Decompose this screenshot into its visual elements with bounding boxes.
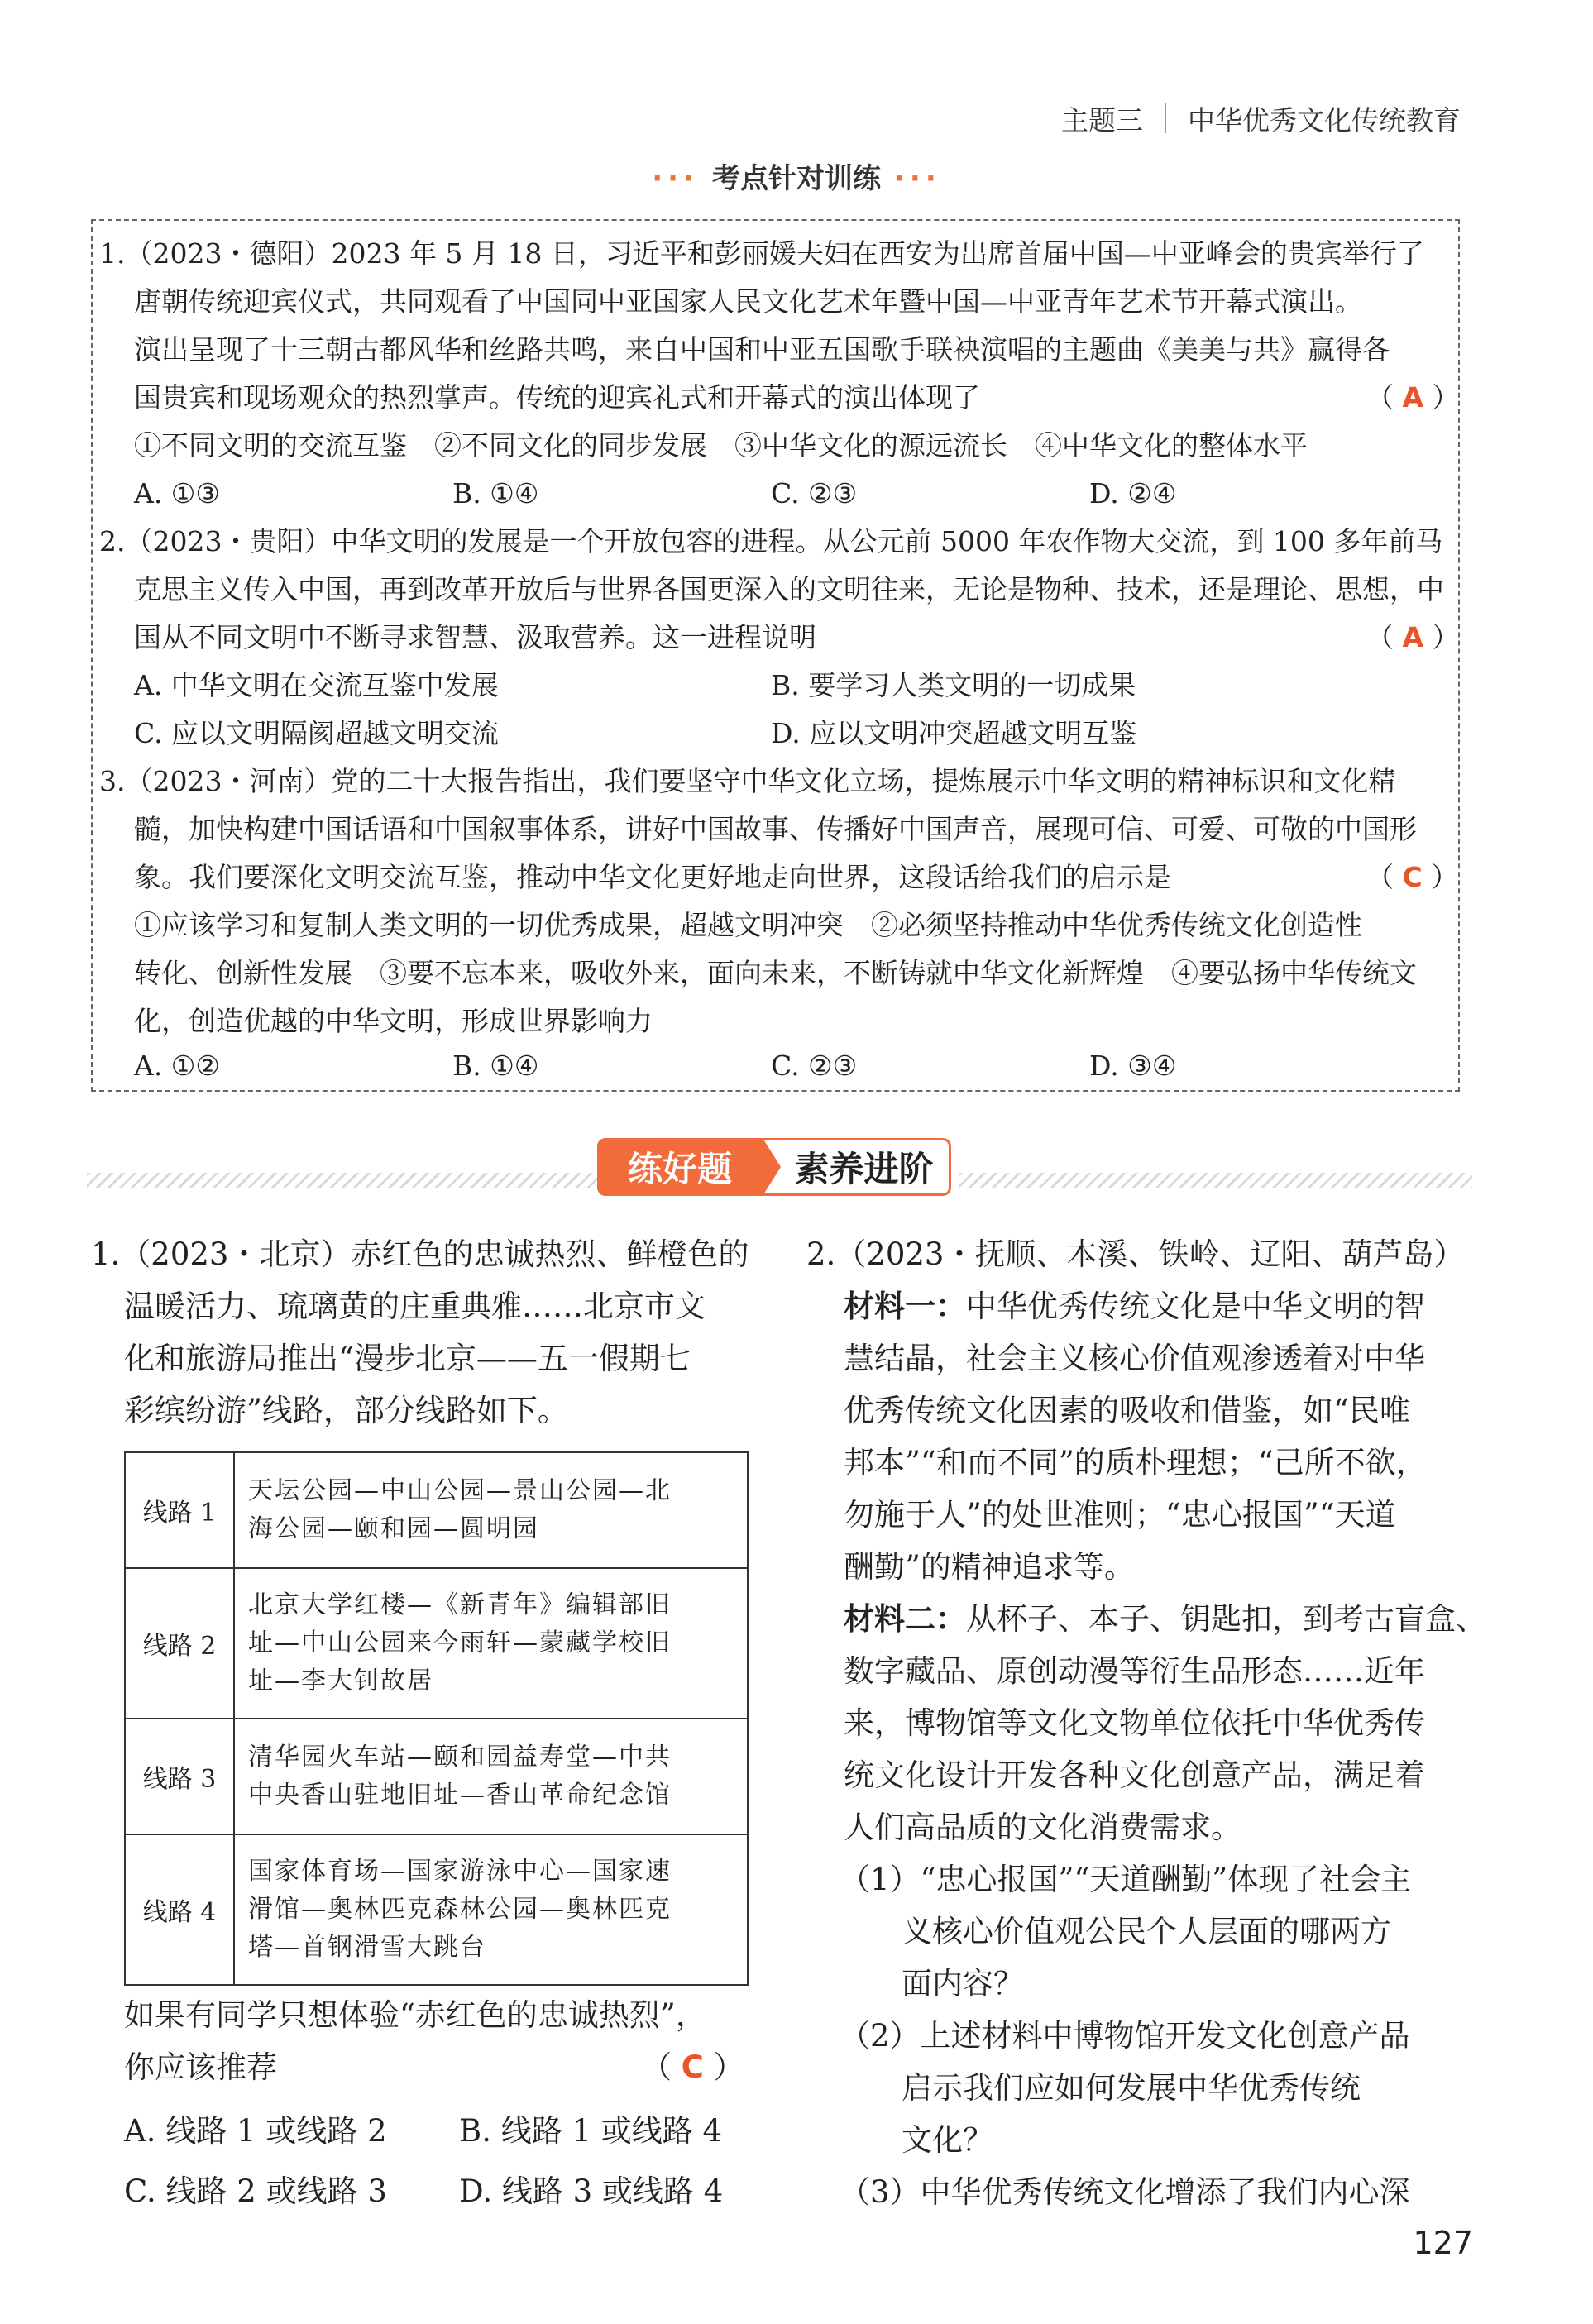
p1-answer: C: [681, 2049, 704, 2085]
p2-material-1-line: 邦本”“和而不同”的质朴理想；“己所不欲，: [844, 1445, 1427, 1480]
route-text: 中央香山驻地旧址—香山革命纪念馆: [248, 1781, 672, 1810]
banner-stripe-left: [87, 1173, 600, 1188]
route-name: 线路 3: [125, 1719, 234, 1834]
q3-answer-bracket: （ C ）: [1366, 861, 1459, 893]
p2-material-2-line: 数字藏品、原创动漫等衍生品形态……近年: [844, 1653, 1425, 1689]
q2-option-a: A. 中华文明在交流互鉴中发展: [134, 669, 499, 701]
q3-line: 3.（2023・河南）党的二十大报告指出，我们要坚守中华文化立场，提炼展示中华文明的精神标识和文化精: [99, 765, 1396, 797]
p2-material-1-text: 中华优秀传统文化是中华文明的智: [966, 1289, 1425, 1324]
q2-answer-bracket: （ A ）: [1366, 621, 1460, 653]
p1-after-line: 你应该推荐: [124, 2049, 277, 2085]
q1-option-b: B. ①④: [452, 477, 539, 509]
p1-option-d: D. 线路 3 或线路 4: [459, 2173, 724, 2209]
q3-option-a: A. ①②: [134, 1050, 220, 1082]
q1-answer: A: [1402, 381, 1424, 414]
p2-material-2-text: 从杯子、本子、钥匙扣，到考古盲盒、: [966, 1601, 1486, 1637]
route-text: 址—中山公园来今雨轩—蒙藏学校旧: [248, 1628, 672, 1657]
p2-material-1-line: 酬勤”的精神追求等。: [844, 1549, 1135, 1585]
p1-answer-bracket: （ C ）: [641, 2049, 744, 2085]
section-banner: [0, 1133, 1593, 1199]
q3-line: 转化、创新性发展 ③要不忘本来，吸收外来，面向未来，不断铸就中华文化新辉煌 ④要弘扬中华传统文: [134, 957, 1417, 989]
q1-line: 1.（2023・德阳）2023 年 5 月 18 日，习近平和彭丽媛夫妇在西安为出席首届中国—中亚峰会的贵宾举行了: [99, 237, 1424, 270]
table-row: [125, 1834, 748, 1985]
q3-option-c: C. ②③: [771, 1050, 858, 1082]
q2-option-b: B. 要学习人类文明的一切成果: [771, 669, 1136, 701]
table-row: [125, 1452, 748, 1568]
q1-line: 国贵宾和现场观众的热烈掌声。传统的迎宾礼式和开幕式的演出体现了: [134, 381, 980, 414]
p1-line: 化和旅游局推出“漫步北京——五一假期七: [124, 1341, 691, 1376]
decor-dots-right: ···: [894, 162, 941, 195]
header-divider: [1165, 103, 1166, 133]
p1-option-b: B. 线路 1 或线路 4: [459, 2113, 723, 2149]
section-title-text: 考点针对训练: [712, 162, 881, 195]
route-name: 线路 2: [125, 1568, 234, 1719]
q2-line: 克思主义传入中国，再到改革开放后与世界各国更深入的文明往来，无论是物种、技术，还是理论、思想，中: [134, 573, 1444, 605]
q1-statements: ①不同文明的交流互鉴 ②不同文化的同步发展 ③中华文化的源远流长 ④中华文化的整体水平: [134, 429, 1308, 461]
q1-answer-bracket: （ A ）: [1366, 381, 1460, 414]
table-row: [125, 1568, 748, 1719]
p2-material-2-line: [844, 1593, 1486, 1645]
q2-option-c: C. 应以文明隔阂超越文明交流: [134, 717, 500, 749]
route-name: 线路 1: [125, 1452, 234, 1568]
p2-sub-question: 文化？: [902, 2122, 993, 2158]
p1-option-a: A. 线路 1 或线路 2: [124, 2113, 387, 2149]
q3-option-d: D. ③④: [1089, 1050, 1177, 1082]
route-text: 海公园—颐和园—圆明园: [248, 1514, 539, 1543]
header-topic: 主题三: [1061, 103, 1143, 136]
p2-material-1-line: 勿施于人”的处世准则；“忠心报国”“天道: [844, 1497, 1396, 1533]
route-text: 清华园火车站—颐和园益寿堂—中共: [248, 1743, 672, 1772]
q3-option-b: B. ①④: [452, 1050, 539, 1082]
route-content: [234, 1452, 748, 1568]
p1-line: 彩缤纷游”线路，部分线路如下。: [124, 1393, 568, 1428]
q2-line: 国从不同文明中不断寻求智慧、汲取营养。这一进程说明: [134, 621, 816, 653]
q2-answer: A: [1402, 621, 1424, 653]
p2-material-1-line: 慧结晶，社会主义核心价值观渗透着对中华: [844, 1341, 1425, 1376]
p2-material-2-line: 来，博物馆等文化文物单位依托中华优秀传: [844, 1705, 1425, 1741]
q1-option-a: A. ①③: [134, 477, 220, 509]
p2-material-2-label: 材料二：: [844, 1600, 966, 1637]
p2-sub-question: 面内容？: [902, 1966, 1024, 2001]
banner-label-left: 练好题: [597, 1138, 763, 1196]
q2-line: 2.（2023・贵阳）中华文明的发展是一个开放包容的进程。从公元前 5000 年农作物大交流，到 100 多年前马: [99, 525, 1443, 557]
q1-line: 唐朝传统迎宾仪式，共同观看了中国同中亚国家人民文化艺术年暨中国—中亚青年艺术节开幕式演出。: [134, 285, 1362, 318]
q3-line: ①应该学习和复制人类文明的一切优秀成果，超越文明冲突 ②必须坚持推动中华优秀传统文化创造性: [134, 909, 1362, 941]
route-content: [234, 1719, 748, 1834]
p2-material-2-line: 统文化设计开发各种文化创意产品，满足着: [844, 1757, 1425, 1793]
p2-material-1-line: 优秀传统文化因素的吸收和借鉴，如“民唯: [844, 1393, 1410, 1428]
p2-sub-question: 启示我们应如何发展中华优秀传统: [902, 2070, 1361, 2106]
p2-material-2-line: 人们高品质的文化消费需求。: [844, 1810, 1241, 1845]
page-number: 127: [1413, 2225, 1473, 2261]
p2-head: 2.（2023・抚顺、本溪、铁岭、辽阳、葫芦岛）: [806, 1236, 1465, 1272]
header-title: 中华优秀文化传统教育: [1188, 103, 1461, 136]
route-content: [234, 1568, 748, 1719]
q3-line: 化，创造优越的中华文明，形成世界影响力: [134, 1005, 653, 1037]
route-text: 天坛公园—中山公园—景山公园—北: [248, 1476, 672, 1505]
p2-sub-question: 义核心价值观公民个人层面的哪两方: [902, 1914, 1391, 1949]
q1-option-c: C. ②③: [771, 477, 858, 509]
banner-stripe-right: [959, 1173, 1472, 1188]
p1-line: 1.（2023・北京）赤红色的忠诚热烈、鲜橙色的: [91, 1236, 749, 1272]
q3-answer: C: [1402, 861, 1423, 893]
q3-line: 象。我们要深化文明交流互鉴，推动中华文化更好地走向世界，这段话给我们的启示是: [134, 861, 1171, 893]
route-text: 滑馆—奥林匹克森林公园—奥林匹克: [248, 1895, 672, 1924]
decor-dots-left: ···: [652, 162, 699, 195]
route-name: 线路 4: [125, 1834, 234, 1985]
route-text: 塔—首钢滑雪大跳台: [248, 1933, 486, 1962]
route-text: 国家体育场—国家游泳中心—国家速: [248, 1857, 672, 1886]
p2-sub-question: （2）上述材料中博物馆开发文化创意产品: [840, 2018, 1410, 2054]
route-text: 址—李大钊故居: [248, 1666, 433, 1695]
p2-sub-question: （3）中华优秀传统文化增添了我们内心深: [840, 2174, 1410, 2210]
route-content: [234, 1834, 748, 1985]
p2-sub-question: （1）“忠心报国”“天道酬勤”体现了社会主: [840, 1862, 1412, 1897]
route-table: [124, 1451, 749, 1986]
page-header: [1061, 98, 1461, 139]
banner-label-right: 素养进阶: [763, 1138, 951, 1196]
training-box: [91, 219, 1460, 1092]
p2-material-1-label: 材料一：: [844, 1288, 966, 1324]
q2-option-d: D. 应以文明冲突超越文明互鉴: [771, 717, 1137, 749]
p1-after-line: 如果有同学只想体验“赤红色的忠诚热烈”，: [124, 1997, 706, 2033]
q1-option-d: D. ②④: [1089, 477, 1177, 509]
q1-line: 演出呈现了十三朝古都风华和丝路共鸣，来自中国和中亚五国歌手联袂演唱的主题曲《美美与共》赢得各: [134, 333, 1390, 366]
p1-option-c: C. 线路 2 或线路 3: [124, 2173, 387, 2209]
route-text: 北京大学红楼—《新青年》编辑部旧: [248, 1590, 672, 1619]
section-title-training: [0, 155, 1593, 196]
table-row: [125, 1719, 748, 1834]
p2-material-1-line: [844, 1280, 1425, 1332]
p1-line: 温暖活力、琉璃黄的庄重典雅……北京市文: [124, 1289, 706, 1324]
q3-line: 髓，加快构建中国话语和中国叙事体系，讲好中国故事、传播好中国声音，展现可信、可爱、可敬的中国形: [134, 813, 1417, 845]
